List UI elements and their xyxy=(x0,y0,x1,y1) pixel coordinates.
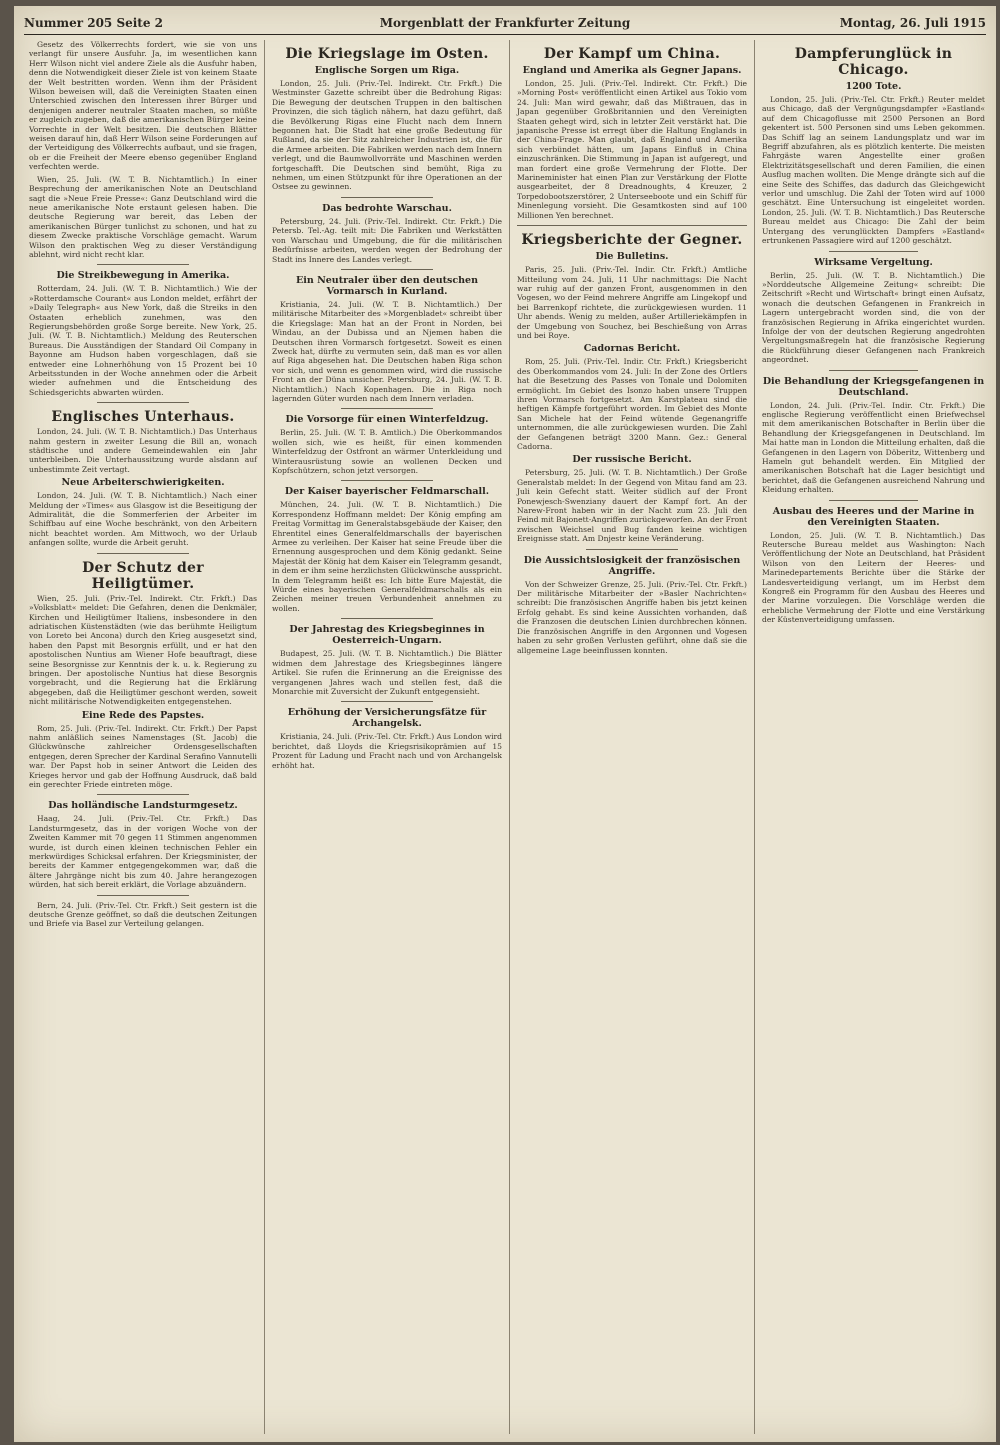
article-text: London, 25. Juli. (W. T. B. Nichtamtlich.) Das Reutersche Bureau meldet aus Washington: Nach Veröffentlichung der Note an Deutschland, hat Präsident Wilson von den Leitern der Heeres- und Marinedepartements Berichte über die Stärke der Landesverteidigung verlangt, um im Herbst dem Kongreß ein Programm für den Ausbau des Heeres und der Marine vorzulegen. Die Vorschläge werden die erhebliche Vermehrung der Flotte und eine Verstärkung der Küstenverteidigung umfassen. xyxy=(762,530,985,625)
divider xyxy=(341,408,433,409)
headline: Der Kampf um China. xyxy=(543,46,721,62)
article-text: London, 24. Juli. (W. T. B. Nichtamtlich.) Das Unterhaus nahm gestern in zweiter Lesung die Bill an, wonach städtische und andere Gemeindewahlen ein Jahr unterbleiben. Die Unterhaussitzung wurde alsdann auf unbestimmte Zeit vertagt. xyxy=(29,427,257,474)
headline: Eine Rede des Papstes. xyxy=(81,709,205,721)
issue-number: Nummer 205 Seite 2 xyxy=(24,16,164,30)
divider xyxy=(829,500,918,501)
article-text: Haag, 24. Juli. (Priv.-Tel. Ctr. Frkft.) Das Landsturmgesetz, das in der vorigen Woche von der Zweiten Kammer mit 70 gegen 11 Stimmen angenommen wurde, ist durch einen kleinen technischen Fehler ein merkwürdiges Schicksal erfahren. Der Kriegsminister, der bereits der Kammer entgegengekommen war, daß die ältere Jahrgänge nicht bis zum 40. Jahre herangezogen würden, hat sich bereit erklärt, die Vorlage abzuändern. xyxy=(29,814,257,890)
headline: Die Behandlung der Kriegsgefangenen in Deutschland. xyxy=(762,375,985,398)
subheadline: Der russische Bericht. xyxy=(572,454,692,466)
divider xyxy=(341,197,433,198)
article-text: Petersburg, 24. Juli. (Priv.-Tel. Indirekt. Ctr. Frkft.) Die Petersb. Tel.-Ag. teilt mit: Die Fabriken und Werkstätten von Warschau und Umgebung, die für die militärischen Bedürfnisse arbeiten, werden wegen der Bedrohung der Stadt ins Innere des Landes verlegt. xyxy=(272,216,502,264)
article-text: Rom, 25. Juli. (Priv.-Tel. Indirekt. Ctr. Frkft.) Der Papst nahm anläßlich seines Namenstages (St. Jacob) die Glückwünsche zahlreicher Ordensgesellschaften entgegen, deren Sprecher der Kardinal Serafino Vannutelli war. Der Papst hob in seiner Antwort die Leiden des Krieges hervor und gab der Hoffnung Ausdruck, daß bald ein gerechter Friede eintreten möge. xyxy=(29,723,257,789)
headline: Neue Arbeiterschwierigkeiten. xyxy=(61,477,225,489)
article-text: Bern, 24. Juli. (Priv.-Tel. Ctr. Frkft.) Seit gestern ist die deutsche Grenze geöffnet, so daß die deutschen Zeitungen und Briefe via Basel zur Verteilung gelangen. xyxy=(29,900,257,929)
article-text: Wien, 25. Juli. (W. T. B. Nichtamtlich.) In einer Besprechung der amerikanischen Note an Deutschland sagt die »Neue Freie Presse«: Ganz Deutschland wird die neue amerikanische Note erstaunt gelesen haben. Die deutsche Regierung war bereit, das Leben der amerikanischen Bürger tunlichst zu schonen, und hat zu diesem Zwecke praktische Vorschläge gemacht. Warum Wilson den praktischen Weg zu dieser Verständigung ablehnt, wird nicht recht klar. xyxy=(29,174,257,259)
article-text: Rom, 25. Juli. (Priv.-Tel. Indir. Ctr. Frkft.) Kriegsbericht des Oberkommandos vom 24. Juli: In der Zone des Ortlers hat die Besetzung des Passes von Tonale und Dolomiten ermöglicht. Im Gebiet des Isonzo haben unsere Truppen ihren Vormarsch fortgesetzt. Am Karstplateau sind die heftigen Kämpfe fortgeführt worden. Im Gebiet des Monte San Michele hat der Feind wütende Gegenangriffe unternommen, die alle zurückgewiesen wurden. Die Zahl der Gefangenen beträgt 3200 Mann. Gez.: General Cadorna. xyxy=(517,357,747,451)
article-text: Kristiania, 24. Juli. (Priv.-Tel. Ctr. Frkft.) Aus London wird berichtet, daß Lloyds die Kriegsrisikoprämien auf 15 Prozent für Ladung und Fracht nach und von Archangelsk erhöht hat. xyxy=(272,732,502,770)
masthead xyxy=(24,14,986,35)
headline: Ein Neutraler über den deutschen Vormarsch in Kurland. xyxy=(296,274,478,297)
divider xyxy=(341,269,433,270)
article-text: Paris, 25. Juli. (Priv.-Tel. Indir. Ctr. Frkft.) Amtliche Mitteilung vom 24. Juli, 11 Uhr nachmittags: Die Nacht war ruhig auf der ganzen Front, ausgenommen in den Vogesen, wo der Feind mehrere Angriffe am Lingekopf und bei Barrenkopf richtete, die zurückgewiesen wurden. 11 Uhr abends. Wenig zu melden, außer Artilleriekämpfen in der Umgebung von Souchez, bei Beschießung von Arras und bei Roye. xyxy=(517,265,747,340)
divider xyxy=(341,480,433,481)
divider xyxy=(586,549,678,550)
headline: Die Kriegslage im Osten. xyxy=(285,46,489,62)
issue-date: Montag, 26. Juli 1915 xyxy=(839,16,986,30)
divider xyxy=(341,618,433,619)
headline: Die Aussichtslosigkeit der französischen Angriffe. xyxy=(523,554,741,577)
subheadline: England und Amerika als Gegner Japans. xyxy=(522,65,742,76)
column-1 xyxy=(22,40,265,1434)
article-text: Petersburg, 25. Juli. (W. T. B. Nichtamtlich.) Der Große Generalstab meldet: In der Gegend von Mitau fand am 23. Juli kein Gefecht statt. Weiter südlich auf der Front Ponewjesch-Swenziany dauert der Kampf fort. An der Narew-Front haben wir in der Nacht zum 23. Juli den Feind mit Bajonett-Angriffen zurückgeworfen. An der Front zwischen Weichsel und Bug fanden keine wichtigen Ereignisse statt. Am Dnjestr keine Veränderung. xyxy=(517,468,747,544)
article-text: München, 24. Juli. (W. T. B. Nichtamtlich.) Die Korrespondenz Hoffmann meldet: Der König empfing am Freitag Vormittag im Generalstabsgebäude der Kaiser, den Ehrentitel eines Generalfeldmarschalls der bayerischen Armee zu verleihen. Der Kaiser hat seine Freude über die Ernennung ausgesprochen und dem König gedankt. Seine Majestät der König hat dem Kaiser ein Telegramm gesandt, in dem er ihm seine herzlichsten Glückwünsche ausspricht. In dem Telegramm heißt es: Ich bitte Eure Majestät, die Würde eines bayerischen Generalfeldmarschalls als ein Zeichen meiner treuen Verbundenheit annehmen zu wollen. xyxy=(272,500,502,613)
headline: Der Schutz der Heiligtümer. xyxy=(82,559,204,592)
divider xyxy=(97,895,188,896)
divider xyxy=(517,225,747,226)
subheadline: Englische Sorgen um Riga. xyxy=(314,65,460,76)
headline: Dampferunglück in Chicago. xyxy=(794,46,953,78)
headline: Die Streikbewegung in Amerika. xyxy=(56,270,230,282)
divider xyxy=(341,701,433,702)
divider xyxy=(97,402,188,403)
newspaper-title: Morgenblatt der Frankfurter Zeitung xyxy=(379,16,631,30)
article-text: Berlin, 25. Juli. (W. T. B. Amtlich.) Die Oberkommandos wollen sich, wie es heißt, für einen kommenden Winterfeldzug der Ostfront an wärmer Unterkleidung und Winterausrüstung sowie an wollenen Decken und Kopfschützern, schon jetzt versorgen. xyxy=(272,428,502,475)
divider xyxy=(97,794,188,795)
headline: Das bedrohte Warschau. xyxy=(322,202,452,214)
article-text: Rotterdam, 24. Juli. (W. T. B. Nichtamtlich.) Wie der »Rotterdamsche Courant« aus London meldet, erfährt der »Daily Telegraph« aus New York, daß die Streiks in den Ostaaten erheblich zunehmen, was den Regierungsbehörden große Sorge bereite. New York, 25. Juli. (W. T. B. Nichtamtlich.) Meldung des Reuterschen Bureaus. Die Ausständigen der Standard Oil Company in Bayonne am Hudson haben vorgeschlagen, daß sie entweder eine Lohnerhöhung von 15 Prozent bei 10 Arbeitsstunden in der Woche annehmen oder die Arbeit wieder aufnehmen und die Entscheidung des Schiedsgerichts abwarten würden. xyxy=(29,284,257,397)
column-2 xyxy=(265,40,510,1434)
article-text: Von der Schweizer Grenze, 25. Juli. (Priv.-Tel. Ctr. Frkft.) Der militärische Mitarbeiter der »Basler Nachrichten« schreibt: Die französischen Angriffe haben bis jetzt keinen Erfolg gehabt. Es sind keine Aussichten vorhanden, daß die Franzosen die deutschen Linien durchbrechen können. Die französischen Angriffe in den Argonnen und Vogesen haben zu sehr großen Verlusten geführt, ohne daß sie die allgemeine Lage beeinflussen konnten. xyxy=(517,579,747,655)
headline: Wirksame Vergeltung. xyxy=(814,256,933,268)
article-text: Gesetz des Völkerrechts fordert, wie sie von uns verlangt für unsere Ausfuhr. Ja, im wesentlichen kann Herr Wilson nicht viel andere Ziele als die Ausfuhr haben, denn die Notwendigkeit dieser Ziele ist von keinem Staate der Welt bestritten worden. Wenn ihm der Präsident Wilson beweisen will, daß die Vereinigten Staaten einen Unterschied zwischen den Interessen ihrer Bürger und denjenigen anderer neutraler Staaten machen, so müßte er zugleich zugeben, daß die amerikanischen Bürger keine Vorrechte in der Welt besitzen. Die deutschen Blätter weisen darauf hin, daß Herr Wilson seine Forderungen auf der Verteidigung des Völkerrechts aufbaut, und sie fragen, ob er die Freiheit der Meere ebenso gegenüber England verfechten werde. xyxy=(29,40,257,172)
article-text: Budapest, 25. Juli. (W. T. B. Nichtamtlich.) Die Blätter widmen dem Jahrestage des Kriegsbeginnes längere Artikel. Sie rufen die Erinnerung an die Ereignisse des vergangenen Jahres wach und stellen fest, daß die Monarchie mit Zuversicht der Zukunft entgegensieht. xyxy=(272,649,502,696)
column-4 xyxy=(755,40,992,1434)
article-text: London, 25. Juli. (Priv.-Tel. Ctr. Frkft.) Reuter meldet aus Chicago, daß der Vergnügungsdampfer »Eastland« auf dem Chicagoflusse mit 2500 Personen an Bord gekentert ist. 500 Personen sind ums Leben gekommen. Das Schiff lag an seinem Landungsplatz und war im Begriff abzufahren, als es plötzlich kenterte. Die meisten Fahrgäste waren Angestellte einer großen Elektrizitätsgesellschaft und deren Familien, die einen Ausflug machen wollten. Die Menge drängte sich auf die eine Seite des Schiffes, das dadurch das Gleichgewicht verlor und umschlug. Die Zahl der Toten wird auf 1000 geschätzt. Eine Untersuchung ist eingeleitet worden. London, 25. Juli. (W. T. B. Nichtamtlich.) Das Reutersche Bureau meldet aus Chicago: Die Zahl der beim Untergang des verunglückten Dampfers »Eastland« ertrunkenen Passagiere wird auf 1200 geschätzt. xyxy=(762,95,985,246)
column-3 xyxy=(510,40,755,1434)
divider xyxy=(97,264,188,265)
headline: Der Kaiser bayerischer Feldmarschall. xyxy=(284,486,490,498)
headline: Englisches Unterhaus. xyxy=(51,409,235,426)
divider xyxy=(829,370,918,371)
article-text: London, 25. Juli. (Priv.-Tel. Indirekt. Ctr. Frkft.) Die Westminster Gazette schreibt über die Bedrohung Rigas: Die Bewegung der deutschen Truppen in den baltischen Provinzen, die sich täglich nähern, hat dazu geführt, daß die Bevölkerung Rigas eine Flucht nach dem Innern begonnen hat. Die Stadt hat eine große Bedeutung für Rußland, da sie der Sitz zahlreicher Industrien ist, die für die Armee arbeiten. Die Fabriken werden nach dem Innern verlegt, und die Baumwollvorräte und Maschinen werden fortgeschafft. Die Deutschen sind bemüht, Riga zu nehmen, um einen Stützpunkt für ihre Operationen an der Ostsee zu gewinnen. xyxy=(272,79,502,192)
divider xyxy=(829,251,918,252)
subheadline: Die Bulletins. xyxy=(595,251,669,263)
article-text: London, 24. Juli. (Priv.-Tel. Indir. Ctr. Frkft.) Die englische Regierung veröffentlicht einen Briefwechsel mit dem amerikanischen Botschafter in Berlin über die Behandlung der Kriegsgefangenen in Deutschland. Im Mai hatte man in London die Mitteilung erhalten, daß die Gefangenen in den Lagern von Döberitz, Wittenberg und Hameln gut behandelt werden. Ein Mitglied der amerikanischen Botschaft hat die Lager besichtigt und berichtet, daß die Gefangenen ausreichend Nahrung und Kleidung erhalten. xyxy=(762,400,985,495)
article-text: Berlin, 25. Juli. (W. T. B. Nichtamtlich.) Die »Norddeutsche Allgemeine Zeitung« schreibt: Die Zeitschrift »Recht und Wirtschaft« bringt einen Aufsatz, wonach die deutschen Gefangenen in Frankreich in Lagern untergebracht worden sind, die von der französischen Regierung in Afrika eingerichtet wurden. Infolge der von der deutschen Regierung angedrohten Vergeltungsmaßregeln hat die französische Regierung die Rückführung dieser Gefangenen nach Frankreich angeordnet. xyxy=(762,270,985,365)
headline: Das holländische Landsturmgesetz. xyxy=(48,800,238,812)
subheadline: Cadornas Bericht. xyxy=(583,343,681,355)
headline: Der Jahrestag des Kriegsbeginnes in Oesterreich-Ungarn. xyxy=(289,624,485,647)
newspaper-page xyxy=(14,6,996,1442)
headline: Kriegsberichte der Gegner. xyxy=(521,232,743,249)
article-text: Kristiania, 24. Juli. (W. T. B. Nichtamtlich.) Der militärische Mitarbeiter des »Morgenbladet« schreibt über die Kriegslage: Man hat an der Front in Norden, bei Windau, an der Dubissa und an Njemen haben die Deutschen ihren Vormarsch fortgesetzt. Soweit es einen Zweck hat, dürfte zu vermuten sein, daß man es vor allen auf Riga abgesehen hat. Die Deutschen haben Riga schon vor sich, und wenn es genommen wird, wird die russische Front an der Düna unsicher. Petersburg, 24. Juli. (W. T. B. Nichtamtlich.) Nach Kopenhagen. Die in Riga noch lagernden Güter wurden nach dem Innern verladen. xyxy=(272,299,502,403)
article-text: London, 25. Juli. (Priv.-Tel. Indirekt. Ctr. Frkft.) Die »Morning Post« veröffentlicht einen Artikel aus Tokio vom 24. Juli: Man wird gewahr, daß das Mißtrauen, das in Japan gegenüber Großbritannien und den Vereinigten Staaten gehegt wird, sich in letzter Zeit verstärkt hat. Die japanische Presse ist erregt über die Haltung Englands in der China-Frage. Man glaubt, daß England und Amerika sich verbündet hätten, um Japans Einfluß in China einzuschränken. Die Stimmung in Japan ist aufgeregt, und man fordert eine große Vermehrung der Flotte. Der Marineminister hat einen Plan zur Verstärkung der Flotte ausgearbeitet, der 8 Dreadnoughts, 4 Kreuzer, 2 Torpedobootszerstörer, 2 Unterseeboote und ein Schiff für Minenlegung vorsieht. Die Gesamtkosten sind auf 100 Millionen Yen berechnet. xyxy=(517,79,747,220)
divider xyxy=(97,553,188,554)
headline: Erhöhung der Versicherungsfätze für Archangelsk. xyxy=(287,707,487,730)
headline: Die Vorsorge für einen Winterfeldzug. xyxy=(285,414,489,426)
article-text: Wien, 25. Juli. (Priv.-Tel. Indirekt. Ctr. Frkft.) Das »Volksblatt« meldet: Die Gefahren, denen die Denkmäler, Kirchen und Heiligtümer Italiens, insbesondere in den adriatischen Küstenstädten (wie das berühmte Heiligtum von Loreto bei Ancona) durch den Krieg ausgesetzt sind, haben den Papst mit Besorgnis erfüllt, und er hat den apostolischen Nuntius am Wiener Hofe beauftragt, diese seine Besorgnisse zur Kenntnis der k. u. k. Regierung zu bringen. Der apostolische Nuntius hat diese Besorgnis vorgebracht, und die Regierung hat die Erklärung abgegeben, daß die Heiligtümer geschont werden, soweit nicht militärische Notwendigkeiten entgegenstehen. xyxy=(29,593,257,707)
article-text: London, 24. Juli. (W. T. B. Nichtamtlich.) Nach einer Meldung der »Times« aus Glasgow ist die Beseitigung der Admiralität, die die Sommerferien der Arbeiter im Schiffbau auf eine Woche beschränkt, von den Arbeitern nicht beachtet worden. Am Mittwoch, wo der Urlaub anfangen sollte, wurde die Arbeit geruht. xyxy=(29,491,257,548)
headline: Ausbau des Heeres und der Marine in den Vereinigten Staaten. xyxy=(772,505,975,528)
subheadline: 1200 Tote. xyxy=(845,81,902,92)
